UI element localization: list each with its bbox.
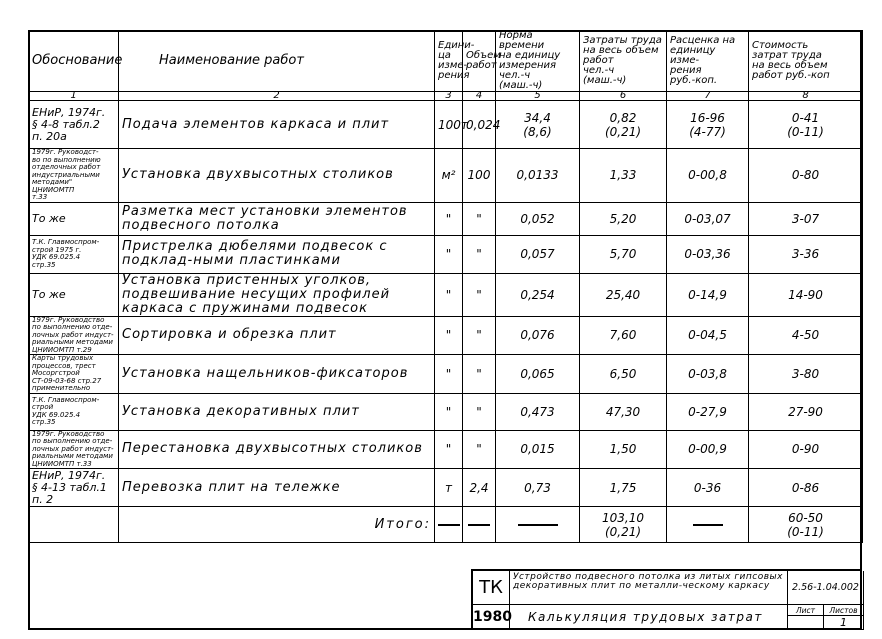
text-line: затрат труда bbox=[752, 50, 822, 61]
column-number: 6 bbox=[580, 92, 667, 101]
labor-cost-table bbox=[28, 30, 863, 543]
volume-cell: " bbox=[463, 393, 496, 430]
text-line: отделочных работ bbox=[32, 163, 101, 171]
column-number: 4 bbox=[463, 92, 496, 101]
text-line: Карты трудовых bbox=[32, 354, 94, 362]
project-description: Устройство подвесного потолка из литых гипсовых декоративных плит по металли-ческому каркасу bbox=[510, 571, 788, 605]
text-line: риальными методами bbox=[32, 338, 113, 346]
text-line: Норма времени bbox=[499, 30, 545, 51]
norm-cell bbox=[496, 469, 580, 507]
text-line: 0,052 bbox=[520, 211, 555, 226]
text-line: Едини- bbox=[438, 40, 475, 51]
text-line: (0-11) bbox=[787, 524, 824, 539]
basis-cell bbox=[29, 355, 119, 394]
basis-cell bbox=[29, 149, 119, 203]
basis-cell bbox=[29, 101, 119, 149]
volume-cell: 2,4 bbox=[463, 469, 496, 507]
text-line: (8,6) bbox=[523, 124, 552, 139]
text-line: работ руб.-коп bbox=[752, 70, 830, 81]
text-line: Т.К. Главмоспром- bbox=[32, 395, 100, 404]
sheets-label: Листов bbox=[824, 605, 864, 616]
unit-cell: м² bbox=[435, 149, 463, 203]
basis-cell bbox=[29, 469, 119, 507]
text-line: 5,70 bbox=[609, 247, 637, 261]
rate-cell bbox=[667, 101, 749, 149]
text-line: 1979г. Руководст- bbox=[32, 148, 99, 156]
text-line: на весь объем bbox=[583, 45, 659, 56]
text-line: 1,75 bbox=[609, 480, 637, 495]
cost-cell bbox=[749, 149, 863, 203]
year-label: 1980 bbox=[473, 605, 510, 630]
volume-cell: " bbox=[463, 202, 496, 235]
text-line: 0-03,36 bbox=[684, 247, 731, 261]
work-name-cell: Сортировка и обрезка плит bbox=[119, 316, 435, 355]
basis-cell bbox=[29, 316, 119, 355]
rate-cell bbox=[667, 235, 749, 273]
text-line: 25,40 bbox=[605, 287, 641, 302]
text-line: процессов, трест bbox=[32, 361, 96, 370]
work-name-cell: Установка декоративных плит bbox=[119, 393, 435, 430]
text-line: 1979г. Руководство bbox=[32, 429, 105, 438]
norm-cell bbox=[496, 101, 580, 149]
total-labor bbox=[580, 507, 667, 543]
sheets-value: 1 bbox=[824, 616, 864, 630]
table-row bbox=[29, 235, 863, 273]
table-row bbox=[29, 469, 863, 507]
text-line: ЕНиР, 1974г. bbox=[32, 105, 106, 119]
unit-cell: " bbox=[435, 202, 463, 235]
text-line: рения bbox=[438, 70, 470, 81]
volume-cell: " bbox=[463, 355, 496, 394]
work-name-cell: Установка нащельников-фиксаторов bbox=[119, 355, 435, 394]
labor-cell bbox=[580, 469, 667, 507]
text-line: ца bbox=[438, 50, 451, 61]
rate-cell bbox=[667, 430, 749, 469]
column-number: 1 bbox=[29, 92, 119, 101]
unit-cell: " bbox=[435, 235, 463, 273]
text-line: (маш.-ч) bbox=[583, 75, 627, 86]
text-line: т.33 bbox=[32, 193, 48, 201]
text-line: 0,065 bbox=[520, 366, 555, 381]
header-row bbox=[29, 31, 863, 92]
work-name-cell: Разметка мест установки элементов подвесного потолка bbox=[119, 202, 435, 235]
text-line: 0,473 bbox=[520, 404, 555, 419]
text-line: 3-07 bbox=[791, 211, 820, 226]
text-line: чел.-ч bbox=[583, 65, 615, 76]
sheet-value bbox=[788, 616, 824, 630]
text-line: 0-27,9 bbox=[688, 404, 727, 419]
header-unit bbox=[435, 31, 475, 92]
volume-cell: " bbox=[463, 273, 496, 316]
column-number: 2 bbox=[119, 92, 435, 101]
text-line: индустриальными bbox=[32, 170, 100, 179]
labor-cell bbox=[580, 235, 667, 273]
text-line: 0,0133 bbox=[516, 168, 559, 183]
text-line: стр.35 bbox=[32, 418, 56, 426]
text-line: по выполнению отде- bbox=[32, 323, 113, 331]
text-line: во по выполнению bbox=[32, 155, 101, 164]
table-row bbox=[29, 273, 863, 316]
table-row bbox=[29, 393, 863, 430]
document-code: 2.56-1.04.002 bbox=[788, 571, 864, 605]
text-line: 3-80 bbox=[791, 366, 820, 381]
work-name-cell: Пристрелка дюбелями подвесок с подклад-ными пластинками bbox=[119, 235, 435, 273]
table-row bbox=[29, 101, 863, 149]
cost-cell bbox=[749, 202, 863, 235]
column-number: 5 bbox=[496, 92, 580, 101]
unit-cell: " bbox=[435, 273, 463, 316]
labor-cell bbox=[580, 355, 667, 394]
labor-cell bbox=[580, 393, 667, 430]
text-line: 6,50 bbox=[609, 366, 637, 381]
work-name-cell: Установка двухвысотных столиков bbox=[119, 149, 435, 203]
unit-cell: " bbox=[435, 316, 463, 355]
norm-cell bbox=[496, 273, 580, 316]
text-line: 1,50 bbox=[609, 442, 637, 457]
work-name-cell: Установка пристенных уголков, подвешивание несущих профилей каркаса с пружинами подвесок bbox=[119, 273, 435, 316]
norm-cell bbox=[496, 149, 580, 203]
text-line: стр.35 bbox=[32, 260, 56, 269]
table-row bbox=[29, 316, 863, 355]
labor-cell bbox=[580, 430, 667, 469]
text-line: строй bbox=[32, 403, 54, 411]
text-line: на единицу bbox=[499, 50, 561, 61]
cost-cell bbox=[749, 355, 863, 394]
dash bbox=[518, 524, 558, 526]
rate-cell bbox=[667, 316, 749, 355]
work-name-cell: Перевозка плит на тележке bbox=[119, 469, 435, 507]
text-line: Т.К. Главмоспром- bbox=[32, 238, 100, 246]
text-line: 34,4 bbox=[524, 110, 551, 125]
basis-cell bbox=[29, 273, 119, 316]
text-line: 27-90 bbox=[788, 404, 823, 419]
unit-cell: " bbox=[435, 355, 463, 394]
table-row bbox=[29, 355, 863, 394]
text-line: УДК 69.025.4 bbox=[32, 410, 81, 419]
table-row bbox=[29, 149, 863, 203]
rate-cell bbox=[667, 202, 749, 235]
text-line: То же bbox=[32, 211, 66, 225]
cost-cell bbox=[749, 101, 863, 149]
total-cost bbox=[749, 507, 863, 543]
text-line: 60-50 bbox=[788, 510, 823, 525]
text-line: 0,73 bbox=[524, 480, 551, 495]
rate-cell bbox=[667, 393, 749, 430]
text-line: п. 2 bbox=[32, 492, 54, 506]
volume-cell: " bbox=[463, 316, 496, 355]
text-line: 103,10 bbox=[602, 510, 644, 525]
text-line: Мосоргстрой bbox=[32, 369, 80, 377]
text-line: (0,21) bbox=[604, 524, 642, 539]
unit-cell: " bbox=[435, 393, 463, 430]
header-rate bbox=[667, 31, 749, 92]
total-label: Итого: bbox=[119, 507, 435, 543]
text-line: п. 20а bbox=[32, 129, 67, 143]
rate-cell bbox=[667, 355, 749, 394]
document-title: Калькуляция трудовых затрат bbox=[510, 605, 788, 630]
text-line: (0-11) bbox=[787, 124, 824, 139]
text-line: 14-90 bbox=[788, 287, 823, 302]
text-line: 0-04,5 bbox=[688, 328, 727, 343]
text-line: измерения bbox=[499, 60, 557, 71]
header-labor bbox=[580, 31, 667, 92]
text-line: Объем bbox=[466, 50, 501, 61]
labor-cell bbox=[580, 101, 667, 149]
text-line: УДК 69.025.4 bbox=[32, 253, 81, 261]
labor-cell bbox=[580, 202, 667, 235]
header-cost bbox=[749, 31, 863, 92]
text-line: методами" ЦНИИОМТП bbox=[32, 178, 75, 194]
cost-cell bbox=[749, 430, 863, 469]
text-line: То же bbox=[32, 287, 66, 301]
text-line: 0-03,07 bbox=[684, 211, 731, 226]
text-line: 16-96 bbox=[690, 110, 725, 125]
dash bbox=[468, 524, 490, 526]
text-line: работ bbox=[583, 55, 614, 66]
text-line: 4-50 bbox=[791, 328, 820, 343]
total-row bbox=[29, 507, 863, 543]
cost-cell bbox=[749, 393, 863, 430]
text-line: строй 1975 г. bbox=[32, 245, 82, 254]
text-line: 0-03,8 bbox=[688, 366, 727, 381]
sheet-label: Лист bbox=[788, 605, 824, 616]
labor-cell bbox=[580, 149, 667, 203]
text-line: чел.-ч bbox=[499, 70, 531, 81]
header-norm bbox=[496, 31, 580, 92]
work-name-cell: Перестановка двухвысотных столиков bbox=[119, 430, 435, 469]
dash bbox=[438, 524, 460, 526]
text-line: 0-00,8 bbox=[688, 168, 727, 183]
text-line: 0,076 bbox=[520, 328, 555, 343]
text-line: 0-80 bbox=[791, 168, 820, 183]
norm-cell bbox=[496, 202, 580, 235]
text-line: 5,20 bbox=[609, 211, 637, 226]
text-line: Затраты труда bbox=[583, 35, 662, 46]
text-line: работ bbox=[466, 60, 497, 71]
labor-cell bbox=[580, 316, 667, 355]
basis-cell bbox=[29, 202, 119, 235]
text-line: 0,015 bbox=[520, 442, 555, 457]
unit-cell: 100т bbox=[435, 101, 463, 149]
text-line: лочных работ индуст- bbox=[32, 444, 114, 453]
volume-cell: " bbox=[463, 430, 496, 469]
header-work-name: Наименование работ bbox=[119, 31, 435, 92]
text-line: по выполнению отде- bbox=[32, 437, 113, 445]
text-line: 0-86 bbox=[791, 480, 820, 495]
text-line: (0,21) bbox=[604, 124, 642, 139]
norm-cell bbox=[496, 430, 580, 469]
text-line: 1979г. Руководство bbox=[32, 315, 105, 324]
text-line: (4-77) bbox=[689, 124, 726, 139]
text-line: 0,254 bbox=[520, 287, 555, 302]
text-line: руб.-коп. bbox=[670, 75, 718, 86]
text-line: рения bbox=[670, 65, 702, 76]
text-line: 0-41 bbox=[791, 110, 820, 125]
cost-cell bbox=[749, 316, 863, 355]
unit-cell: т bbox=[435, 469, 463, 507]
header-basis: Обоснование bbox=[29, 31, 119, 92]
volume-cell: 0,024 bbox=[463, 101, 496, 149]
volume-cell: 100 bbox=[463, 149, 496, 203]
table-row bbox=[29, 430, 863, 469]
basis-cell bbox=[29, 393, 119, 430]
basis-cell bbox=[29, 430, 119, 469]
text-line: ЕНиР, 1974г. bbox=[32, 468, 106, 482]
text-line: СТ-09-03-68 стр.27 bbox=[32, 376, 102, 385]
text-line: 0-00,9 bbox=[688, 442, 727, 457]
text-line: 1,33 bbox=[609, 168, 637, 183]
text-line: 0-14,9 bbox=[688, 287, 727, 302]
rate-cell bbox=[667, 149, 749, 203]
basis-cell bbox=[29, 235, 119, 273]
column-number-row bbox=[29, 92, 863, 101]
title-block bbox=[471, 569, 862, 630]
labor-cell bbox=[580, 273, 667, 316]
text-line: 0,82 bbox=[609, 110, 637, 125]
text-line: изме- bbox=[438, 60, 468, 71]
text-line: лочных работ индуст- bbox=[32, 330, 114, 339]
text-line: 0-36 bbox=[693, 480, 722, 495]
cost-cell bbox=[749, 273, 863, 316]
text-line: 3-36 bbox=[791, 247, 820, 261]
norm-cell bbox=[496, 235, 580, 273]
column-number: 3 bbox=[435, 92, 463, 101]
unit-cell: " bbox=[435, 430, 463, 469]
text-line: ЦНИИОМТП т.29 bbox=[32, 345, 92, 354]
rate-cell bbox=[667, 273, 749, 316]
text-line: риальными методами bbox=[32, 452, 113, 460]
rate-cell bbox=[667, 469, 749, 507]
text-line: 7,60 bbox=[609, 328, 637, 343]
tk-label: ТК bbox=[473, 571, 510, 605]
text-line: Расценка на bbox=[670, 35, 736, 46]
text-line: ЦНИИОМТП т.33 bbox=[32, 459, 92, 468]
text-line: 47,30 bbox=[605, 404, 641, 419]
text-line: единицу изме- bbox=[670, 45, 716, 66]
column-number: 8 bbox=[749, 92, 863, 101]
norm-cell bbox=[496, 355, 580, 394]
cost-cell bbox=[749, 469, 863, 507]
text-line: Стоимость bbox=[752, 40, 809, 51]
text-line: 0-90 bbox=[791, 442, 820, 457]
cost-cell bbox=[749, 235, 863, 273]
volume-cell: " bbox=[463, 235, 496, 273]
work-name-cell: Подача элементов каркаса и плит bbox=[119, 101, 435, 149]
dash bbox=[693, 524, 723, 526]
norm-cell bbox=[496, 316, 580, 355]
text-line: (маш.-ч) bbox=[499, 80, 543, 91]
norm-cell bbox=[496, 393, 580, 430]
table-row bbox=[29, 202, 863, 235]
text-line: § 4-8 табл.2 bbox=[32, 117, 100, 131]
text-line: применительно bbox=[32, 384, 91, 392]
column-number: 7 bbox=[667, 92, 749, 101]
text-line: 0,057 bbox=[520, 247, 555, 261]
text-line: на весь объем bbox=[752, 60, 828, 71]
text-line: § 4-13 табл.1 bbox=[32, 480, 107, 494]
